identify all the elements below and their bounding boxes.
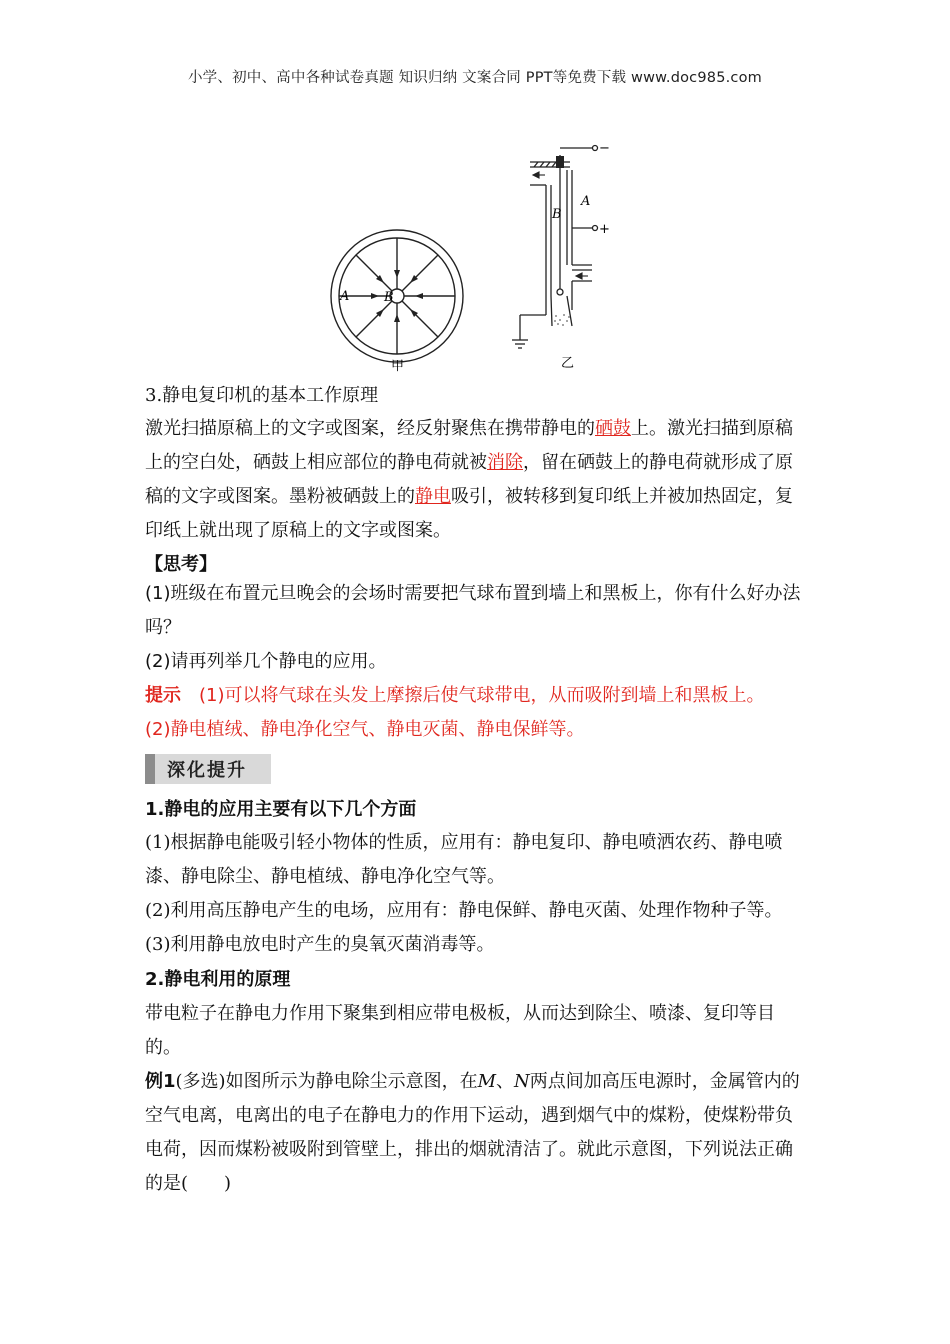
fig-label-yi: 乙	[561, 356, 575, 371]
example-tag: (多选)	[175, 1071, 226, 1092]
point-N: N	[514, 1071, 530, 1092]
page-header: 小学、初中、高中各种试卷真题 知识归纳 文案合同 PPT等免费下载 www.doc985.com	[187, 70, 763, 86]
deep-l1: (1)根据静电能吸引轻小物体的性质，应用有：静电复印、静电喷洒农药、静电喷漆、静电除尘、静电植绒、静电净化空气等。	[145, 832, 783, 887]
blank-answer-3: 静电	[415, 486, 451, 507]
hint-text-1: (1)可以将气球在头发上摩擦后使气球带电，从而吸附到墙上和黑板上。	[199, 685, 765, 706]
dust-dots	[554, 314, 570, 326]
think-hint2: (2)静电植绒、静电净化空气、静电灭菌、静电保鲜等。	[145, 719, 585, 740]
fig-label-A1: A	[340, 289, 350, 304]
figure-jia	[331, 230, 463, 362]
point-M: M	[477, 1071, 497, 1092]
minus-sign: −	[599, 141, 610, 156]
think-title: 【思考】	[145, 554, 217, 575]
insulator	[556, 156, 564, 168]
blank-answer-2: 消除	[487, 452, 523, 473]
electrostatic-figure	[320, 140, 640, 375]
blank-answer-1: 硒鼓	[595, 418, 631, 439]
example-sep: 、	[496, 1071, 515, 1092]
fig-label-jia: 甲	[391, 359, 405, 374]
deep-l3: (3)利用静电放电时产生的臭氧灭菌消毒等。	[145, 934, 495, 955]
think-q1: (1)班级在布置元旦晚会的会场时需要把气球布置到墙上和黑板上，你有什么好办法吗？	[145, 583, 801, 638]
deep-p2: 带电粒子在静电力作用下聚集到相应带电极板，从而达到除尘、喷漆、复印等目的。	[145, 1003, 775, 1058]
sec3-text-c: ，留在硒鼓上的静电荷就形成了原稿的文字或图案。墨粉被硒鼓上的	[145, 452, 793, 507]
section-heading-text: 深化提升	[167, 760, 247, 781]
fig-label-B2: B	[552, 207, 562, 222]
sec3-text-a: 激光扫描原稿上的文字或图案，经反射聚焦在携带静电的	[145, 418, 595, 439]
sec3-text-d: 吸引，被转移到复印纸上并被加热固定，复印纸上就出现了原稿上的文字或图案。	[145, 486, 793, 541]
section-heading-marker	[145, 754, 155, 784]
example-text-a: 如图所示为静电除尘示意图，在	[225, 1071, 478, 1092]
deep-l2: (2)利用高压静电产生的电场，应用有：静电保鲜、静电灭菌、处理作物种子等。	[145, 900, 783, 921]
hint-label: 提示	[145, 685, 181, 706]
sec3-text-b: 上。激光扫描到原稿上的空白处，硒鼓上相应部位的静电荷就被	[145, 418, 793, 473]
plus-sign: +	[599, 222, 610, 237]
section-heading	[145, 754, 271, 784]
example-1	[145, 1065, 810, 1201]
example-label: 例1	[145, 1071, 176, 1092]
think-q2: (2)请再列举几个静电的应用。	[145, 651, 387, 672]
deep-h1: 1.静电的应用主要有以下几个方面	[145, 799, 417, 820]
think-hint1	[145, 679, 810, 713]
sec3-paragraph	[145, 412, 810, 548]
fig-label-A2: A	[581, 194, 591, 209]
sec3-title: 3.静电复印机的基本工作原理	[145, 385, 379, 406]
deep-h2: 2.静电利用的原理	[145, 969, 291, 990]
fig-label-B1: B	[384, 290, 394, 305]
figure-yi	[512, 146, 598, 349]
example-text-b: 两点间加高压电源时，金属管内的空气电离，电离出的电子在静电力的作用下运动，遇到烟气中的煤粉，使煤粉带负电荷，因而煤粉被吸附到管壁上，排出的烟就清洁了。就此示意图，下列说法正确的是( )	[145, 1071, 800, 1194]
